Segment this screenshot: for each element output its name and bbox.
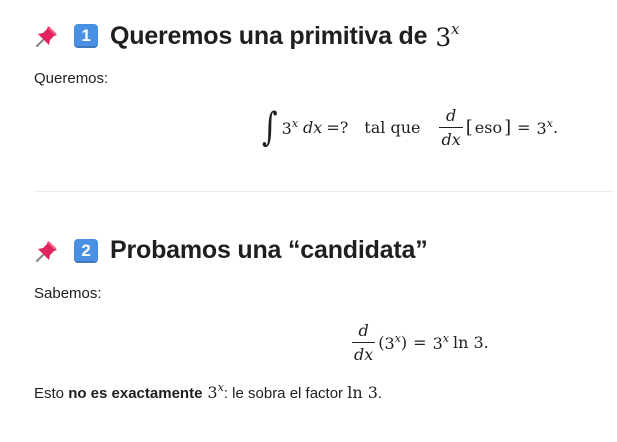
tal-que-text: tal que — [364, 118, 421, 137]
section-1-intro: Queremos: — [34, 70, 109, 87]
ln-factor: ln 3 — [452, 333, 484, 352]
bold-phrase: no es exactamente — [68, 385, 203, 402]
pushpin-icon — [34, 23, 60, 49]
section-2-intro: Sabemos: — [34, 285, 102, 302]
title-math-1: 3$^x$ — [435, 20, 460, 52]
equation-1: ∫ 3$^x$ dx =? tal que $\frac{d}{dx}$ [ eso ] = 3$^x$ . — [262, 104, 559, 151]
rhs-1: 3$^x$ — [536, 117, 553, 138]
equals-question: =? — [326, 118, 349, 137]
section-2-title: Probamos una “candidata” — [110, 236, 428, 264]
integral-sign: ∫ — [262, 104, 278, 151]
differential: dx — [303, 118, 323, 137]
bracket-content: eso — [474, 118, 503, 137]
section-divider — [34, 191, 614, 192]
section-2-heading — [34, 236, 428, 265]
ln-factor-inline: ln 3 — [347, 383, 378, 402]
conclusion-text: Esto no es exactamente 3$^x$: le sobra el factor ln 3. — [34, 381, 383, 402]
derivative-operator: $\frac{d}{dx}$ — [354, 321, 374, 364]
power-term: 3$^x$ — [384, 332, 401, 353]
integrand: 3$^x$ — [281, 117, 299, 138]
equation-2: $\frac{d}{dx}$ ( 3$^x$ ) = 3$^x$ ln 3 . — [354, 321, 489, 364]
section-1-heading — [34, 20, 459, 52]
pushpin-icon — [34, 238, 60, 264]
number-badge-1: 1 — [74, 24, 98, 48]
rhs-2: 3$^x$ — [432, 332, 449, 353]
section-1-title: Queremos una primitiva de — [110, 21, 428, 50]
number-badge-2: 2 — [74, 239, 98, 263]
derivative-operator: $\frac{d}{dx}$ — [441, 106, 461, 149]
